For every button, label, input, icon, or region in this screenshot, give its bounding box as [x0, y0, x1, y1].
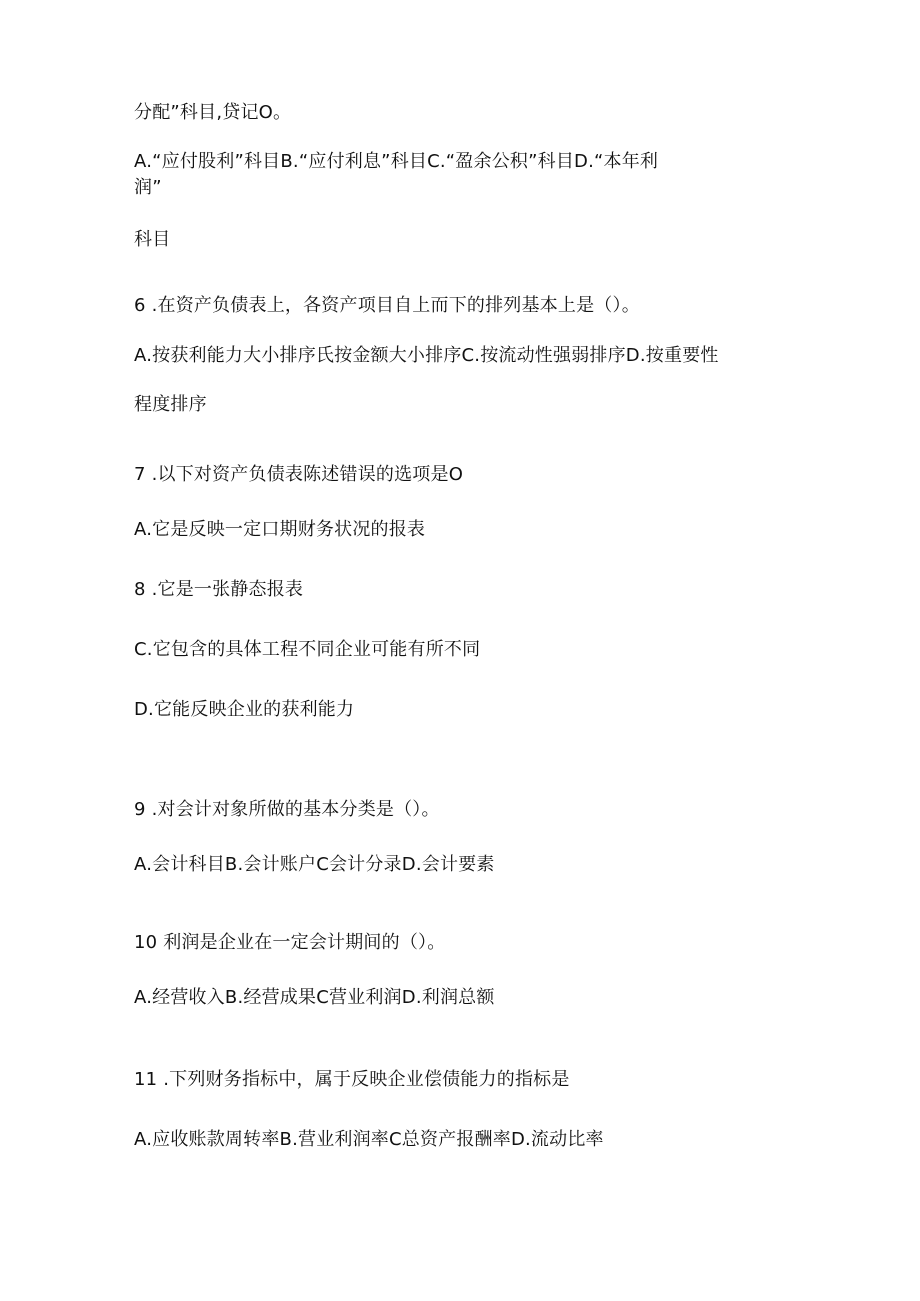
question-6: 6 .在资产负债表上，各资产项目自上而下的排列基本上是（）。	[134, 295, 640, 316]
question-7: 7 .以下对资产负债表陈述错误的选项是O	[134, 464, 464, 485]
text-line-3: 润”	[134, 177, 162, 198]
question-11: 11 .下列财务指标中，属于反映企业偿债能力的指标是	[134, 1069, 570, 1090]
question-10-options: A.经营收入B.经营成果C营业利润D.利润总额	[134, 987, 495, 1008]
text-line-1: 分配”科目,贷记O。	[134, 102, 292, 123]
question-9-options: A.会计科目B.会计账户C会计分录D.会计要素	[134, 854, 495, 875]
question-9: 9 .对会计对象所做的基本分类是（）。	[134, 799, 440, 820]
text-line-2: A.“应付股利”科目B.“应付利息”科目C.“盈余公积”科目D.“本年利	[134, 151, 659, 172]
option-d: D.它能反映企业的获利能力	[134, 699, 355, 720]
question-11-options: A.应收账款周转率B.营业利润率C总资产报酬率D.流动比率	[134, 1129, 604, 1150]
option-c: C.它包含的具体工程不同企业可能有所不同	[134, 639, 481, 660]
text-line-4: 科目	[134, 229, 171, 250]
question-7-option-a: A.它是反映一定口期财务状况的报表	[134, 519, 426, 540]
question-8: 8 .它是一张静态报表	[134, 579, 304, 600]
question-6-options: A.按获利能力大小排序氏按金额大小排序C.按流动性强弱排序D.按重要性	[134, 345, 719, 366]
question-10: 10 利润是企业在一定会计期间的（）。	[134, 932, 446, 953]
question-6-options-cont: 程度排序	[134, 394, 207, 415]
